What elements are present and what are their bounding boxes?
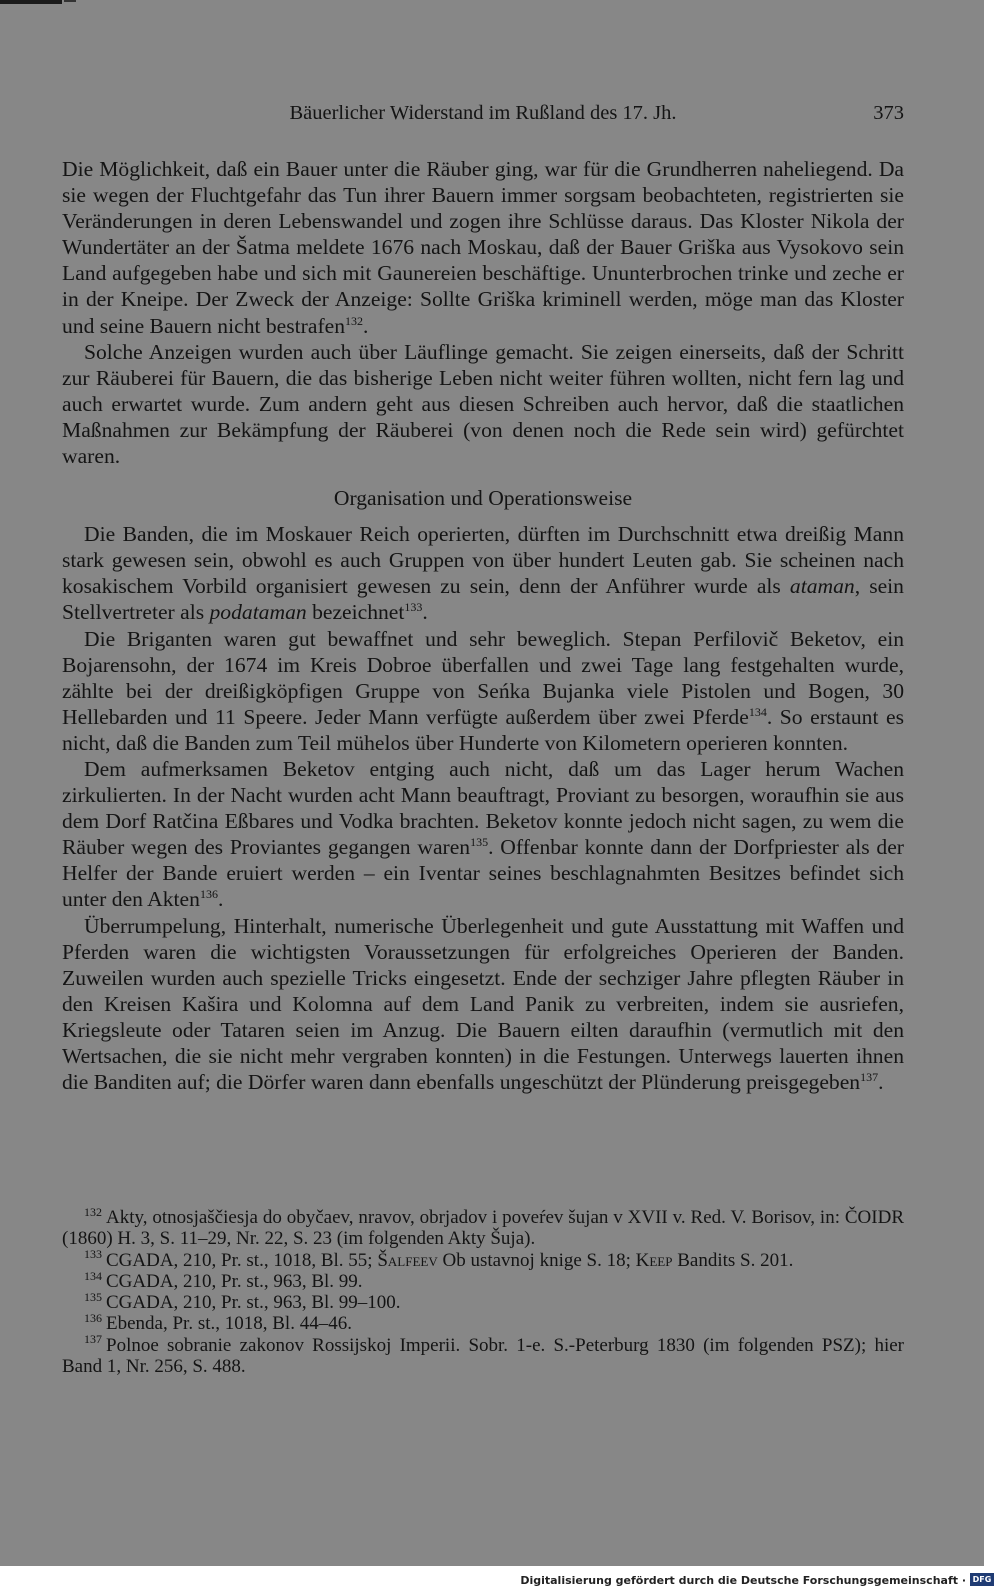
paragraph-text: Die Briganten waren gut bewaffnet und sehr beweglich. Stepan Perfilovič Beketov, ein Bojarensohn, der 1674 im Kreis Dobroe überfallen und zwei Tage lang festgehalten wurde, zählte bei der dreißigköpfigen Gruppe von Seńka Bujanka viele Pistolen und Bogen, 30 Hellebarden und 11 Speere. Jeder Mann verfügte außerdem über zwei Pferde (62, 626, 904, 729)
footnote-text: CGADA, 210, Pr. st., 963, Bl. 99. (106, 1270, 363, 1292)
scan-border-tick (64, 0, 76, 2)
page-number: 373 (873, 102, 904, 124)
italic-term: ataman (789, 574, 855, 599)
paragraph-text: . (422, 600, 428, 625)
digitization-credit: Digitalisierung gefördert durch die Deutsche Forschungsgemeinschaft · (520, 1574, 966, 1587)
paragraph (62, 913, 904, 1096)
paragraph-text: . Offenbar konnte dann der Dorfpriester als der Helfer der Bande eruiert werden – ein Iventar seines beschlagnahmten Besitzes befindet sich unter den Akten (62, 835, 904, 912)
paragraph-text: . (217, 887, 224, 912)
footnote-text: CGADA, 210, Pr. st., 963, Bl. 99–100. (106, 1292, 401, 1314)
paragraph-text: . So erstaunt es nicht, daß die Banden zum Teil mühelos über Hunderte von Kilometern operieren konnten. (62, 704, 904, 755)
footnote-ref: 137 (860, 1069, 879, 1084)
footnote-133 (62, 1247, 904, 1271)
author-name: Šalfeev (377, 1249, 438, 1271)
footnote-number: 134 (84, 1268, 102, 1283)
paragraph (62, 521, 904, 625)
author-name: Keep (635, 1249, 673, 1271)
paragraph-text: Überrumpelung, Hinterhalt, numerische Überlegenheit und gute Ausstattung mit Waffen und Pferden waren die wichtigsten Voraussetzungen für erfolgreiches Operieren der Banden. Zuweilen wurden auch spezielle Tricks eingesetzt. Ende der sechziger Jahre pflegten Räuber in den Kreisen Kašira und Kolomna auf dem Land Panik zu verbreiten, indem sie ausriefen, Kriegsleute oder Tataren seien im Anzug. Die Bauern eilten daraufhin (vermutlich mit den Wertsachen, die sie nicht mehr vergraben konnten) in die Festungen. Unterwegs lauerten ihnen die Banditen auf; die Dörfer waren dann ebenfalls ungeschützt der Plünderung preisgegeben (62, 913, 904, 1095)
footnote-132 (62, 1204, 904, 1250)
italic-term: podataman (209, 600, 307, 625)
footnote-text: Polnoe sobranie zakonov Rossijskoj Imperii. Sobr. 1-e. S.-Peterburg 1830 (im folgenden PSZ); hier Band 1, Nr. 256, S. 488. (62, 1334, 904, 1378)
paragraph-text: Die Möglichkeit, daß ein Bauer unter die Räuber ging, war für die Grundherren naheliegend. Da sie wegen der Fluchtgefahr das Tun ihrer Bauern immer sorgsam beobachteten, registrierten sie Veränderungen in deren Lebenswandel und zogen ihre Schlüsse daraus. Das Kloster Nikola der Wundertäter an der Šatma meldete 1676 nach Moskau, daß der Bauer Griška aus Vysokovo sein Land aufgegeben habe und sich mit Gaunereien beschäftige. Ununterbrochen trinke und zeche er in der Kneipe. Der Zweck der Anzeige: Sollte Griška kriminell werden, möge man das Kloster und seine Bauern nicht bestrafen (62, 157, 904, 338)
page-header (62, 98, 904, 128)
paragraph-text: bezeichnet (306, 600, 405, 625)
footnote-number: 132 (84, 1204, 102, 1219)
footnote-text: Akty, otnosjaščiesja do obyčaev, nravov, obrjadov i poveŕev šujan v XVII v. Red. V. Borisov, in: ČOIDR (1860) H. 3, S. 11–29, Nr. 22, S. 23 (im folgenden Akty Šuja). (62, 1207, 904, 1250)
paragraph (62, 756, 904, 913)
footnote-number: 136 (84, 1311, 102, 1326)
paragraph-text: Die Banden, die im Moskauer Reich operierten, dürften im Durchschnitt etwa dreißig Mann stark gewesen sein, obwohl es auch Gruppen von über hundert Leuten gab. Sie scheinen nach kosakischem Vorbild organisiert gewesen zu sein, denn der Anführer wurde als (62, 522, 904, 599)
paragraph-text: Dem aufmerksamen Beketov entging auch nicht, daß um das Lager herum Wachen zirkulierten. In der Nacht wurden acht Mann beauftragt, Proviant zu besorgen, woraufhin sie aus dem Dorf Ratčina Eßbares und Vodka brachten. Beketov konnte jedoch nicht sagen, zu wem die Räuber wegen des Proviantes gegangen waren (62, 756, 904, 860)
footnote-134 (62, 1268, 904, 1292)
section-heading: Organisation und Operationsweise (333, 486, 633, 511)
paragraph-text: Solche Anzeigen wurden auch über Läuflinge gemacht. Sie zeigen einerseits, daß der Schritt zur Räuberei für Bauern, die das bisherige Leben nicht weiter führen wollten, nicht fern lag und auch erwartet wurde. Zum andern geht aus diesen Schreiben auch hervor, daß die staatlichen Maßnahmen zur Bekämpfung der Räuberei (von denen noch die Rede sein wird) gefürchtet waren. (62, 339, 904, 469)
footnote-ref: 134 (748, 704, 767, 719)
footnote-text: CGADA, 210, Pr. st., 1018, Bl. 55; (106, 1249, 378, 1271)
body-text (62, 156, 904, 1095)
running-title: Bäuerlicher Widerstand im Rußland des 17. Jh. (289, 102, 677, 124)
footnote-text: Ebenda, Pr. st., 1018, Bl. 44–46. (106, 1313, 352, 1335)
dfg-logo-icon: DFG (970, 1573, 994, 1586)
footnote-number: 137 (84, 1332, 102, 1347)
paragraph (62, 339, 904, 469)
paragraph-text: . (363, 313, 369, 338)
paragraph-text: . (878, 1070, 884, 1095)
paragraph-text: , sein Stellvertreter als (62, 574, 904, 625)
footnote-137 (62, 1332, 904, 1378)
footnote-number: 135 (84, 1289, 102, 1304)
paragraph (62, 626, 904, 756)
footnote-text: Ob ustavnoj knige S. 18; (437, 1249, 636, 1271)
footer-strip (0, 1566, 1000, 1594)
footnote-text: Bandits S. 201. (672, 1249, 794, 1271)
footnote-ref: 133 (404, 600, 423, 615)
footnote-number: 133 (84, 1247, 102, 1262)
paragraph (62, 156, 904, 339)
footnote-135 (62, 1289, 904, 1314)
footnote-136 (62, 1313, 904, 1334)
footnote-ref: 136 (199, 887, 218, 902)
footnote-ref: 132 (345, 313, 364, 328)
scan-border-mark (0, 0, 62, 4)
footnote-ref: 135 (470, 835, 489, 850)
footnotes (62, 1204, 904, 1378)
